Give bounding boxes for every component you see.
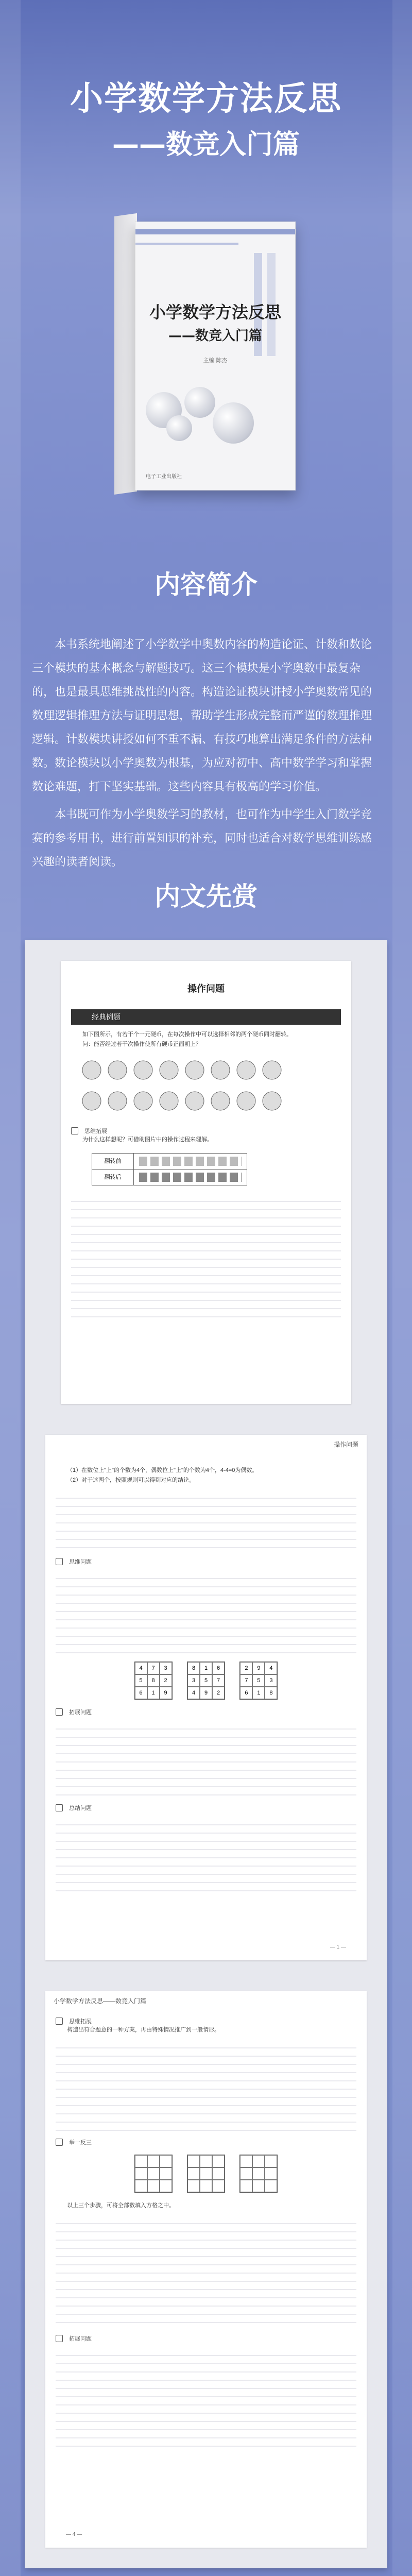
intro-paragraph-2: 本书既可作为小学奥数学习的教材，也可作为中学生入门数学竞赛的参考用书，进行前置知识的补充，同时也适合对数学思维训练感兴趣的读者阅读。: [32, 808, 372, 868]
magic-square-grids: [45, 1662, 367, 1700]
page1-line-2: 问：能否经过若干次操作使所有硬币正面朝上？: [82, 1041, 201, 1047]
intro-text: [32, 633, 380, 878]
book-cover-title: 小学数学方法反思: [149, 302, 281, 322]
grid-c: 2 9 4 7 5 3 6 1 8: [239, 1662, 278, 1700]
page2-text-1: （1）在数位上"上"的个数为4个，偶数位上"上"的个数为4个，4-4=0为偶数。: [67, 1467, 258, 1473]
page2-heading-2: 拓展问题: [56, 1708, 367, 1716]
page3-text-2: 以上三个步骤，可将全部数填入方格之中。: [67, 2202, 175, 2209]
flip-table-row-label: 翻转后: [92, 1170, 134, 1185]
intro-heading: 内容简介: [154, 570, 258, 600]
preview-page-1: [61, 961, 351, 1404]
preview-page-2: [45, 1435, 367, 1960]
page3-heading-2: 举一反三: [56, 2138, 367, 2146]
grid-a: 4 7 3 5 8 2 6 1 9: [134, 1662, 173, 1700]
lightbulb-icon: [56, 2018, 63, 2025]
page2-number: — 1 —: [330, 1944, 346, 1950]
book-cover-publisher: 电子工业出版社: [146, 474, 182, 480]
hero-subtitle: ——数竞入门篇: [112, 129, 300, 160]
coin-illustration: [71, 1055, 339, 1122]
preview-panel: [25, 940, 387, 2568]
left-decoration: [0, 0, 21, 2576]
lightbulb-icon: [56, 2139, 63, 2146]
page3-grids: [45, 2155, 367, 2193]
lightbulb-icon: [56, 1708, 63, 1716]
lightbulb-icon: [56, 2335, 63, 2342]
page3-text-1: 构造出符合题意的一种方案，再由特殊情况推广到一般情形。: [67, 2027, 220, 2033]
book-front: [135, 222, 296, 490]
page3-heading-1: 思维拓展: [56, 2017, 367, 2025]
book-cover-subtitle: ——数竞入门篇: [168, 328, 262, 344]
book-spine: [114, 213, 137, 495]
page3-heading-3: 拓展问题: [56, 2334, 367, 2343]
cover-spheres-illustration: [135, 377, 295, 444]
page1-line-1: 如下图所示，有若干个一元硬币，在每次操作中可以选择相邻的两个硬币同时翻转。: [82, 1031, 292, 1038]
lightbulb-icon: [71, 1127, 78, 1134]
book-cover-image: [114, 216, 300, 505]
preview-heading: 内文先赏: [154, 882, 258, 911]
page2-heading-3: 总结问题: [56, 1804, 367, 1812]
page1-body-text-lines: [71, 1194, 341, 1317]
flip-table: [92, 1153, 247, 1185]
hero-title: 小学数学方法反思: [70, 80, 342, 118]
page2-brand: 操作问题: [333, 1441, 358, 1448]
lightbulb-icon: [56, 1804, 63, 1811]
page1-subheading: 思维拓展: [71, 1127, 351, 1135]
right-decoration: [392, 0, 412, 2576]
chapter-title: 操作问题: [187, 984, 225, 994]
page3-brand: 小学数学方法反思——数竞入门篇: [54, 1997, 147, 2005]
page1-line-3: 为什么这样想呢？可借助图片中的操作过程来理解。: [82, 1137, 213, 1143]
section-bar: 经典例题: [71, 1009, 341, 1025]
book-cover-author: 主编 陈杰: [203, 358, 228, 364]
page3-number: — 4 —: [66, 2532, 82, 2537]
intro-paragraph-1: 本书系统地阐述了小学数学中奥数内容的构造论证、计数和数论三个模块的基本概念与解题技巧。这三个模块是小学奥数中最复杂的，也是最具思维挑战性的内容。构造论证模块讲授小学奥数常见的数理逻辑推理方法与证明思想，帮助学生形成完整而严谨的数理推理逻辑。计数模块讲授如何不重不漏、有技巧地算出满足条件的方法种数。数论模块以小学奥数为根基，为应对初中、高中数学学习和掌握数论难题，打下坚实基础。这些内容具有极高的学习价值。: [32, 638, 372, 793]
page2-text-2: （2）对于这两个，按照规则可以得到对应的结论。: [67, 1477, 195, 1483]
grid-b: 8 1 6 3 5 7 4 9 2: [187, 1662, 225, 1700]
lightbulb-icon: [56, 1558, 63, 1565]
flip-table-row-label: 翻转前: [92, 1154, 134, 1169]
preview-page-3: [45, 1991, 367, 2548]
page2-heading-1: 思维问题: [56, 1557, 367, 1566]
